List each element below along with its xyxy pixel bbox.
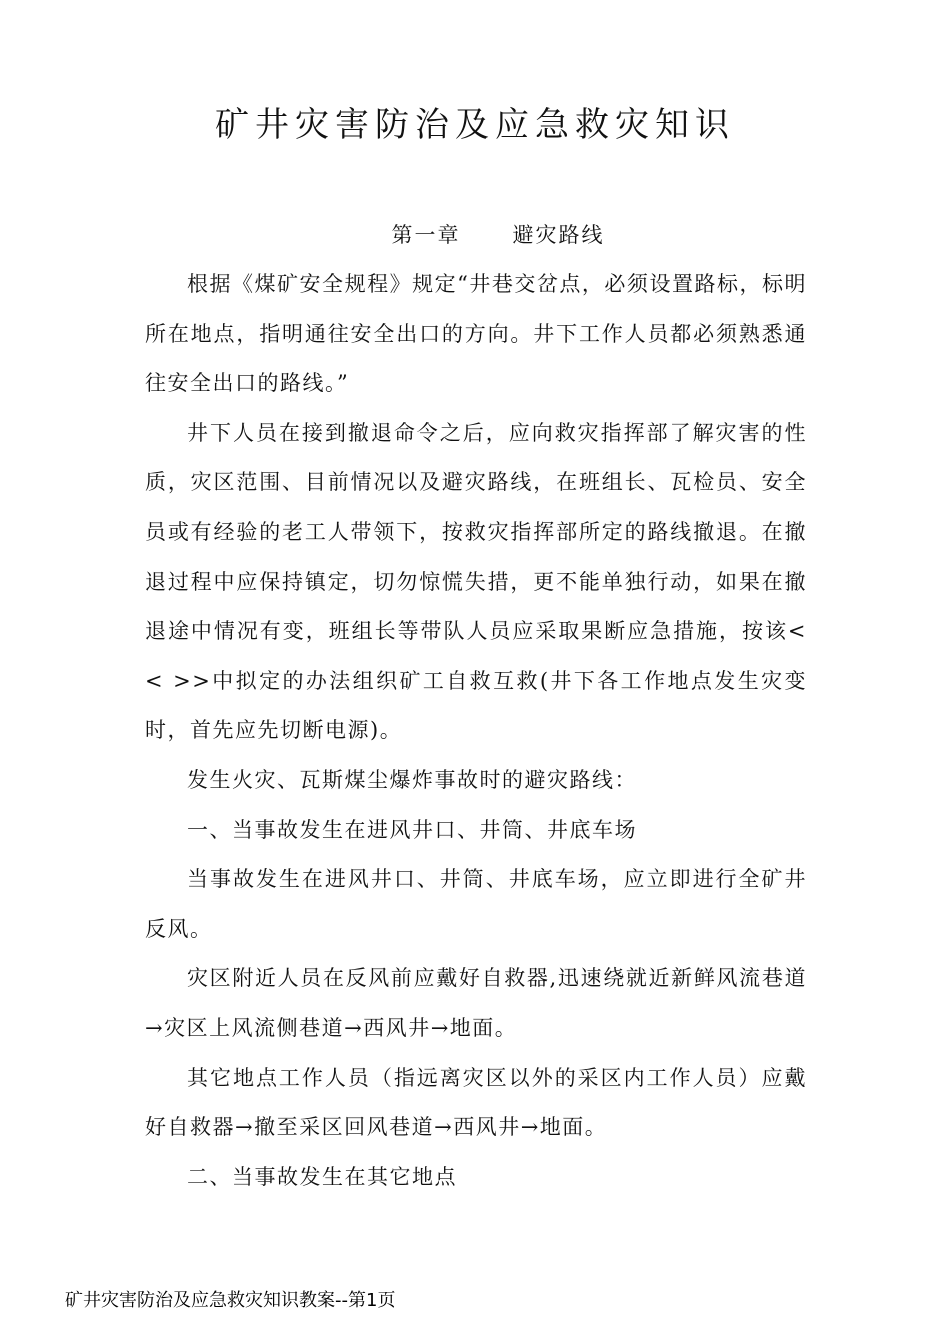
- section-heading: 二、当事故发生在其它地点: [187, 1164, 457, 1189]
- document-title: 矿井灾害防治及应急救灾知识: [215, 105, 735, 145]
- paragraph: 当事故发生在进风井口、井筒、井底车场，应立即进行全矿井反风。: [145, 867, 807, 941]
- page-footer: 矿井灾害防治及应急救灾知识教案--第1页: [65, 1290, 396, 1311]
- paragraph: 发生火灾、瓦斯煤尘爆炸事故时的避灾路线：: [187, 767, 637, 792]
- chapter-heading: 第一章 避灾路线: [391, 223, 605, 247]
- paragraph: 根据《煤矿安全规程》规定“井巷交岔点，必须设置路标，标明所在地点，指明通往安全出口的方向。井下工作人员都必须熟悉通往安全出口的路线。”: [145, 272, 807, 396]
- section-heading: 一、当事故发生在进风井口、井筒、井底车场: [187, 817, 637, 842]
- paragraph: 灾区附近人员在反风前应戴好自救器,迅速绕就近新鲜风流巷道→灾区上风流侧巷道→西风井→地面。: [145, 966, 807, 1040]
- document-body: [145, 260, 807, 1202]
- paragraph: 井下人员在接到撤退命令之后，应向救灾指挥部了解灾害的性质，灾区范围、目前情况以及避灾路线，在班组长、瓦检员、安全员或有经验的老工人带领下，按救灾指挥部所定的路线撤退。在撤退过程中应保持镇定，切勿惊慌失措，更不能单独行动，如果在撤退途中情况有变，班组长等带队人员应采取果断应急措施，按该<< >>中拟定的办法组织矿工自救互救(井下各工作地点发生灾变时，首先应先切断电源)。: [145, 420, 807, 743]
- paragraph: 其它地点工作人员（指远离灾区以外的采区内工作人员）应戴好自救器→撤至采区回风巷道→西风井→地面。: [145, 1065, 807, 1140]
